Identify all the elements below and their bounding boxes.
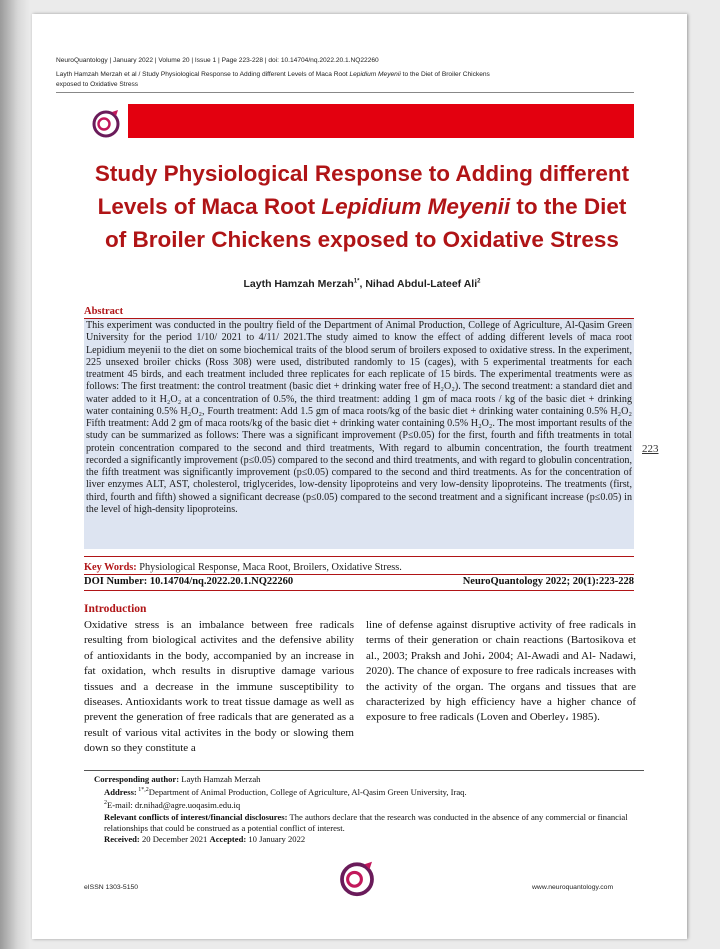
- conflicts-of-interest: Relevant conflicts of interest/financial disclosures: The authors declare that the research was conducted in the absence of any commercial or financial relationships that could be construed as a potential conflict of interest.: [104, 811, 628, 833]
- received-accepted: Received: 20 December 2021 Accepted: 10 January 2022: [104, 834, 306, 845]
- paper-title: Study Physiological Response to Adding different Levels of Maca Root Lepidium Meyenii to the Diet of Broiler Chickens exposed to Oxidative Stress: [94, 161, 630, 252]
- header-banner: [128, 104, 634, 138]
- abstract-heading: Abstract: [84, 306, 124, 317]
- introduction-column-right: line of defense against disruptive activity of free radicals in terms of their generation or chain reactions (Bartosikova et al., 2003; Praksh and Johi، 2004; Al-Awadi and Al- Nadawi, 2020). The chance of exposure to free radicals increases with the activity of the organ. The organs and tissues that are characterized by high efficiency have a higher chance of exposure to free radicals (Loven and Oberley، 1985).: [366, 619, 636, 724]
- header-divider: [56, 92, 634, 93]
- scan-edge-shadow: [0, 0, 30, 949]
- email: $^2$E-mail: dr.nihad@agre.uoqasim.edu.iq: [104, 800, 241, 811]
- journal-logo-icon: [90, 108, 122, 140]
- introduction-heading: Introduction: [84, 603, 147, 615]
- keywords: Key Words: Physiological Response, Maca Root, Broilers, Oxidative Stress.: [84, 562, 402, 573]
- corresponding-author: Corresponding author: Layth Hamzah Merzah: [94, 774, 261, 784]
- abstract-text: This experiment was conducted in the poultry field of the Department of Animal Production, College of Agriculture, Al-Qasim Green University for the period 1/10/ 2021 to 4/11/ 2021.The study aimed to know the effect of adding different levels of maca root Lepidium meyenii to the diet on some biochemical traits of the blood serum of broilers exposed to oxidative stress. In the experiment, 225 unsexed broiler chicks (Ross 308) were used, distributed randomly to 15 (cages), with 5 experimental treatments for each treatment 45 birds, and each treatment included three replicates for each replicate of 15 birds. The experimental treatments were as follows: The first treatment: the control treatment (basic diet + drinking water free of H₂O₂). The second treatment: a standard diet and water added to it H₂O₂ at a concentration of 0.5%, the third treatment: adding 1 gm of maca roots / kg of the basic diet + drinking water containing 0.5% H₂O₂, Fourth treatment: Add 1.5 gm of maca roots/kg of the basic diet + drinking water containing 0.5% H₂O₂ Fifth treatment: Add 2 gm of maca roots/kg of the basic diet + drinking water containing 0.5% H₂O₂. The most important results of the study can be summarized as follows: There was a significant improvement (P≤0.05) for the first, fourth and fifth treatments in total protein concentration compared to the second and third treatments, With regard to albumin concentration, the fourth treatment recorded a significantly improvement (p≤0.05) compared to the second and third treatments, and with regard to globulin concentration, the fifth treatment was significantly improvement (p≤0.05) compared to the second and third treatments. As for the concentration of liver enzymes ALT, AST, cholesterol, triglycerides, low-density lipoproteins and very low-density lipoproteins. The treatments (first, third, fourth and fifth) showed a significant decrease (p≤0.05) compared to the second treatment and a significant increase (p≤0.05) in the level of high-density lipoproteins.: [86, 320, 632, 515]
- journal-citation: NeuroQuantology 2022; 20(1):223-228: [462, 576, 634, 587]
- correspondence-block: [84, 770, 644, 846]
- correspondence-rule: [84, 770, 644, 771]
- address: Address: $^{1*,2}$Department of Animal Production, College of Agriculture, Al-Qasim Green University, Iraq.: [104, 787, 467, 798]
- doi-line: [84, 576, 634, 587]
- citation-header-line: Layth Hamzah Merzah et al / Study Physiological Response to Adding different Levels of Maca Root Lepidium Meyenii to the Diet of Broiler Chickens: [56, 71, 490, 78]
- doi-rule: [84, 590, 634, 591]
- author-list: Layth Hamzah Merzah$^{1*}$, Nihad Abdul-Lateef Ali$^2$: [243, 278, 481, 290]
- footer-issn: eISSN 1303-5150: [84, 884, 139, 891]
- journal-header-line: NeuroQuantology | January 2022 | Volume 20 | Issue 1 | Page 223-228 | doi: 10.14704/nq.2022.20.1.NQ22260: [56, 57, 379, 64]
- doi-number: DOI Number: 10.14704/nq.2022.20.1.NQ22260: [84, 576, 294, 587]
- footer-logo-icon: [337, 858, 377, 898]
- abstract-bottom-rule: [84, 556, 634, 557]
- citation-header-line-2: exposed to Oxidative Stress: [56, 81, 139, 88]
- introduction-column-left: Oxidative stress is an imbalance between free radicals resulting from biological activites and the defensive ability of antioxidants in the body, accompanied by an increase in fat oxidation, whch results in disruptive damage various tissues and a decrease in the immune susceptibility to diseases. Antioxidants work to treat tissue damage as well as prevent the generation of free radicals that are generated as a result of various vital activites in the body or slowing them down so they constitute a: [84, 619, 354, 755]
- keywords-rule: [84, 574, 634, 575]
- page-number[interactable]: 223: [642, 443, 659, 455]
- footer-website[interactable]: www.neuroquantology.com: [532, 884, 614, 891]
